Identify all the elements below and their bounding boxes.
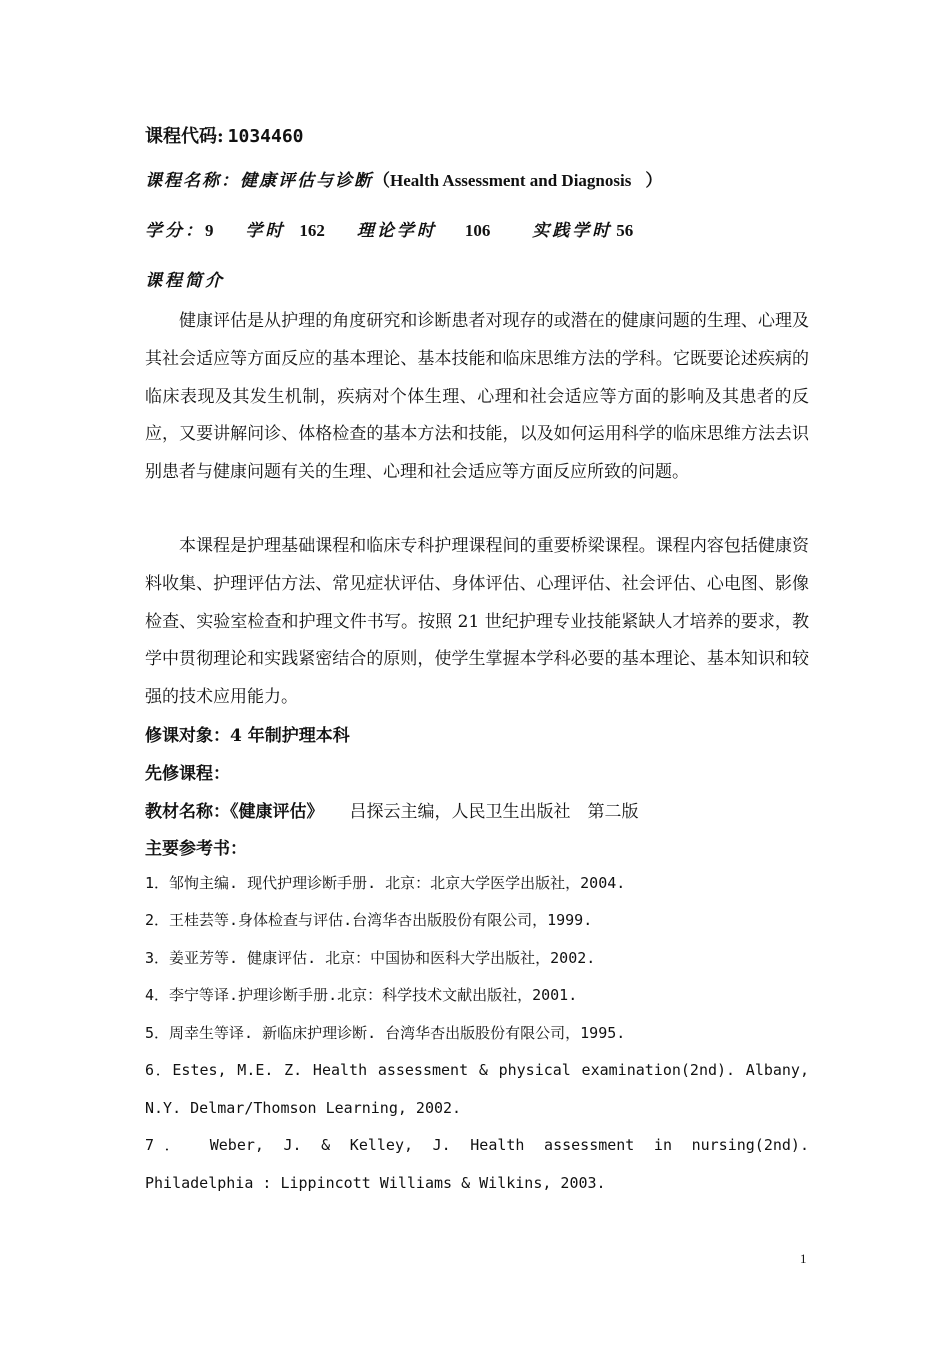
textbook-line xyxy=(145,797,639,822)
prerequisites-label: 先修课程： xyxy=(145,764,230,784)
reference-item-6-line-1: 6．Estes, M.E. Z. Health assessment & physical examination(2nd). Albany, xyxy=(145,1061,809,1079)
theory-hours-value: 106 xyxy=(464,221,491,240)
course-name-close-paren: ） xyxy=(645,171,663,191)
course-name-en: Health Assessment and Diagnosis xyxy=(390,171,632,190)
hours-label: 学时 xyxy=(245,221,286,241)
reference-item-7-line-1: 7． Weber, J. & Kelley, J. Health assessment in nursing(2nd). xyxy=(145,1136,809,1154)
practice-hours-value: 56 xyxy=(616,221,634,240)
course-code-value: 1034460 xyxy=(227,126,304,147)
course-name-label: 课程名称： xyxy=(145,171,240,191)
reference-item: 3．姜亚芳等. 健康评估. 北京：中国协和医科大学出版社，2002. xyxy=(145,949,596,967)
hours-value: 162 xyxy=(299,221,325,240)
credits-label: 学分： xyxy=(145,221,205,241)
audience-line xyxy=(145,721,350,746)
intro-paragraph-1: 健康评估是从护理的角度研究和诊断患者对现存的或潜在的健康问题的生理、心理及其社会适应等方面反应的基本理论、基本技能和临床思维方法的学科。它既要论述疾病的临床表现及其发生机制，疾病对个体生理、心理和社会适应等方面的影响及其患者的反应，又要讲解问诊、体格检查的基本方法和技能，以及如何运用科学的临床思维方法去识别患者与健康问题有关的生理、心理和社会适应等方面反应所致的问题。 xyxy=(145,311,809,483)
credits-value: 9 xyxy=(205,221,214,240)
audience-value: 4 年制护理本科 xyxy=(230,726,350,746)
course-code-line xyxy=(145,122,304,148)
references-heading: 主要参考书： xyxy=(145,839,247,859)
theory-hours-label: 理论学时 xyxy=(356,221,437,241)
reference-item: 2．王桂芸等.身体检查与评估.台湾华杏出版股份有限公司，1999. xyxy=(145,911,593,929)
reference-item: 4．李宁等译.护理诊断手册.北京：科学技术文献出版社，2001. xyxy=(145,986,578,1004)
reference-item-7-line-2: Philadelphia : Lippincott Williams & Wilkins, 2003. xyxy=(145,1174,606,1192)
intro-paragraph-2: 本课程是护理基础课程和临床专科护理课程间的重要桥梁课程。课程内容包括健康资料收集、护理评估方法、常见症状评估、身体评估、心理评估、社会评估、心电图、影像检查、实验室检查和护理文件书写。按照 21 世纪护理专业技能紧缺人才培养的要求，教学中贯彻理论和实践紧密结合的原则，使学生掌握本学科必要的基本理论、基本知识和较强的技术应用能力。 xyxy=(145,536,809,708)
textbook-title: 《健康评估》 xyxy=(230,802,324,822)
intro-heading: 课程简介 xyxy=(145,271,225,291)
course-name-line xyxy=(145,166,662,191)
course-name-open-paren: （ xyxy=(373,171,390,191)
credits-hours-line xyxy=(145,216,633,241)
reference-item: 5．周幸生等译. 新临床护理诊断. 台湾华杏出版股份有限公司，1995. xyxy=(145,1024,626,1042)
textbook-details: 吕探云主编，人民卫生出版社 第二版 xyxy=(349,802,639,822)
textbook-label: 教材名称： xyxy=(145,802,230,822)
reference-item-6-line-2: N.Y. Delmar/Thomson Learning, 2002. xyxy=(145,1099,462,1117)
page-number: 1 xyxy=(800,1251,807,1266)
audience-label: 修课对象： xyxy=(145,726,230,746)
practice-hours-label: 实践学时 xyxy=(532,221,613,241)
course-code-label: 课程代码: xyxy=(145,126,224,147)
reference-item: 1．邹恂主编. 现代护理诊断手册. 北京：北京大学医学出版社，2004. xyxy=(145,874,626,892)
course-name-cn: 健康评估与诊断 xyxy=(240,171,373,191)
